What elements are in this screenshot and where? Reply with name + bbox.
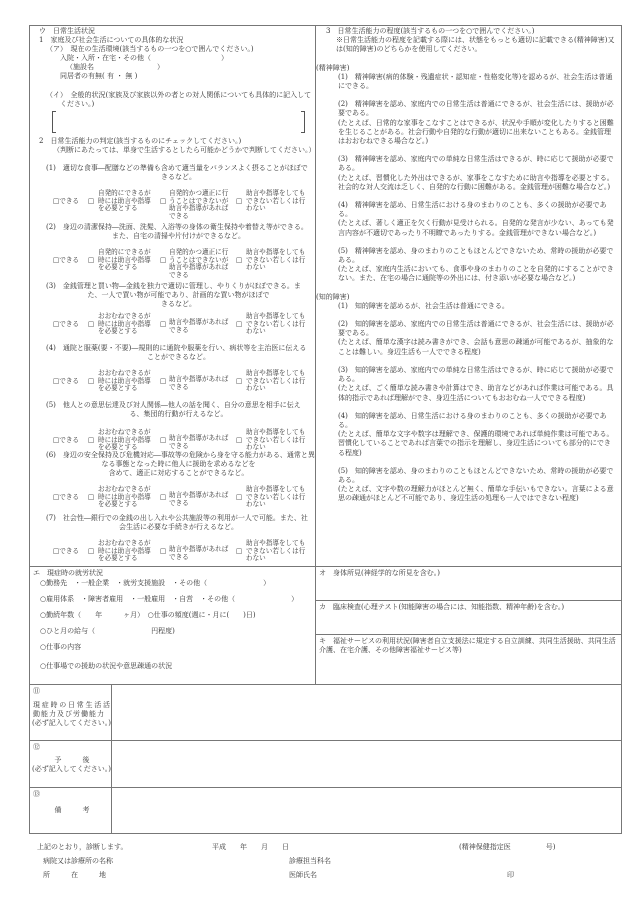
- diagnosis-statement: 上記のとおり，診断します。: [37, 843, 128, 851]
- option-2-label: 自発的にできるが時には助言や指導を必要とする: [98, 189, 151, 213]
- checkbox-icon[interactable]: □: [236, 256, 243, 264]
- section-3-note: ※日常生活能力の程度を記載する際には、状態をもっとも適切に記載できる(精神障害)又は(知的障害)のどちらかを使用してください。: [336, 36, 615, 54]
- checkbox-icon[interactable]: □: [160, 377, 167, 385]
- ability-item-title-cont: また、自宅の清掃や片付けができるなど。: [112, 232, 245, 241]
- ability-item-title: (1) 適切な食事―配膳などの準備も含めて適当量をバランスよく摂ることがほぼで: [46, 164, 308, 172]
- option-can-checkbox[interactable]: □できる: [53, 547, 80, 555]
- row-label-cell: [29, 684, 112, 741]
- option-3-label: 助言や指導があればできる: [169, 545, 229, 561]
- option-4-label: 助言や指導をしてもできない若しくは行わない: [246, 485, 306, 509]
- section-u-heading: ウ 日常生活状況: [39, 27, 95, 35]
- level-option-text: (5) 精神障害を認め、身のまわりのこともほとんどできないため、常時の援助が必要である。 (たとえば、家庭内生活においても、食事や身のまわりのことを自発的にすることができない。また、在宅の場合に通院等の外出には、付き添いが必要な場合など。): [338, 246, 614, 283]
- general-status-label: （イ） 全般的状況(家族及び家族以外の者との対人関係についても具体的に記入して: [46, 91, 312, 99]
- workplace-support-field[interactable]: ○仕事場での援助の状況や意思疎通の状況: [40, 662, 173, 670]
- option-2-label: おおむねできるが時には助言や指導を必要とする: [98, 539, 151, 563]
- physical-findings-label: オ 身体所見(神経学的な所見を含む。): [319, 569, 440, 577]
- checkbox-icon[interactable]: □: [88, 256, 95, 264]
- level-option-text: (3) 知的障害を認め、家庭内での単純な日常生活はできるが、時に応じて援助が必要である。 (たとえば、ごく簡単な読み書きや計算はでき、助言などがあれば作業は可能である。具体的指示であれば理解ができ、身辺生活についてもおおむね一人でできる程度): [338, 365, 614, 402]
- level-option-text: (2) 知的障害を認め、家庭内での日常生活は普通にできるが、社会生活には、援助が必要である。 (たとえば、簡単な漢字は読み書きができ、会話も意思の疎通が可能であるが、抽象的なことは難しい。身辺生活も一人でできる程度): [338, 320, 614, 356]
- job-content-field[interactable]: ○仕事の内容: [40, 643, 82, 651]
- checkbox-icon[interactable]: □: [236, 493, 243, 501]
- checkbox-icon[interactable]: □: [88, 436, 95, 444]
- row-input-cell[interactable]: [111, 787, 622, 834]
- level-option-text: (1) 精神障害(病的体験・残遺症状・認知症・性格変化等)を認めるが、社会生活は普通にできる。: [338, 72, 613, 91]
- ability-options: [50, 190, 312, 220]
- option-4-label: 助言や指導をしてもできない若しくは行わない: [246, 189, 306, 213]
- option-2-label: おおむねできるが時には助言や指導を必要とする: [98, 369, 151, 393]
- option-4-label: 助言や指導をしてもできない若しくは行わない: [246, 428, 306, 452]
- row-number: ⑬: [33, 790, 40, 798]
- option-2-label: おおむねできるが時には助言や指導を必要とする: [98, 312, 151, 336]
- mental-level-option[interactable]: [338, 73, 616, 91]
- option-3-label: 助言や指導があればできる: [169, 375, 229, 391]
- option-can-checkbox[interactable]: □できる: [53, 493, 80, 501]
- checkbox-icon[interactable]: □: [236, 547, 243, 555]
- ability-options: [50, 486, 312, 516]
- row-note: (必ず記入してください。): [32, 719, 111, 727]
- checkbox-icon[interactable]: □: [88, 320, 95, 328]
- option-2-label: おおむねできるが時には助言や指導を必要とする: [98, 485, 151, 509]
- intellect-level-option[interactable]: [338, 467, 616, 504]
- ability-item-title: (5) 他人との意思伝達及び対人関係―他人の話を聞く、自分の意思を相手に伝え: [46, 401, 301, 409]
- cohabitant-field[interactable]: 同居者の有無( 有 ・ 無 ): [60, 72, 138, 80]
- checkbox-icon[interactable]: □: [160, 320, 167, 328]
- level-option-text: (1) 知的障害を認めるが、社会生活は普通にできる。: [338, 301, 509, 310]
- row-label-cell: [29, 740, 112, 788]
- option-can-checkbox[interactable]: □できる: [53, 436, 80, 444]
- option-can-checkbox[interactable]: □できる: [53, 377, 80, 385]
- checkbox-icon[interactable]: □: [88, 547, 95, 555]
- intellect-level-option[interactable]: [338, 366, 616, 403]
- level-option-text: (4) 精神障害を認め、日常生活における身のまわりのことも、多くの援助が必要である。 (たとえば、著しく適正を欠く行動が見受けられる。自発的な発言が少ない、あっても発言内容が不適切であったり不明瞭であったりする。金銭管理ができない場合など。): [338, 201, 614, 237]
- checkbox-icon[interactable]: □: [88, 377, 95, 385]
- ability-item: [46, 344, 311, 362]
- checkbox-icon[interactable]: □: [160, 256, 167, 264]
- intellect-level-option[interactable]: [338, 412, 616, 458]
- mental-heading: (精神障害): [316, 63, 350, 72]
- ability-item-title-cont: きるなど。: [161, 173, 196, 182]
- level-option-text: (5) 知的障害を認め、身のまわりのこともほとんどできないため、常時の援助が必要である。 (たとえば、文字や数の理解力がほとんど無く、簡単な手伝いもできない。言葉による意思の疎通がほとんど不可能であり、身辺生活の処理も一人ではできない程度): [338, 466, 614, 503]
- ability-options: [50, 313, 312, 343]
- ability-item-title: (6) 身辺の安全保持及び危機対応―事故等の危険から身を守る能力がある、通常と異: [46, 451, 315, 459]
- section-2-heading: 2 日常生活能力の判定(該当するものにチェックしてください。): [39, 137, 242, 145]
- option-can-checkbox[interactable]: □できる: [53, 197, 80, 205]
- section-2-note: （判断にあたっては、単身で生活するとしたら可能かどうかで判断してください。）: [53, 146, 316, 154]
- level-option-text: (3) 精神障害を認め、家庭内での単純な日常生活はできるが、時に応じて援助が必要である。 (たとえば、習慣化した外出はできるが、家事をこなすために助言や指導を必要とする。社会的な対人交流は乏しく、自発的な行動に困難がある。金銭管理が困難な場合など。): [338, 155, 614, 191]
- ability-item: [46, 164, 311, 182]
- checkbox-icon[interactable]: □: [236, 377, 243, 385]
- ability-item-title-cont: た、一人で買い物が可能であり、計画的な買い物がほぼで: [87, 291, 270, 300]
- ability-options: [50, 540, 312, 570]
- section-3-heading: 3 日常生活能力の程度(該当するもの一つを○で囲んでください。): [326, 27, 535, 35]
- option-3-label: 助言や指導があればできる: [169, 318, 229, 334]
- row-label: 備 考: [54, 806, 90, 814]
- option-3-label: 助言や指導があればできる: [169, 491, 229, 507]
- level-option-text: (4) 知的障害を認め、日常生活における身のまわりのことも、多くの援助が必要である。 (たとえば、簡単な文字や数字は理解でき、保護的環境であれば単純作業は可能である。習慣化していることであれば言葉での指示を理解し、身辺生活についても部分的にできる程度): [338, 411, 614, 457]
- mental-level-option[interactable]: [338, 201, 616, 238]
- living-env-options[interactable]: 入院・入所・在宅・その他（ ）: [60, 54, 228, 62]
- work-status-heading: エ 現症時の就労状況: [33, 569, 103, 577]
- department-label: 診療担当科名: [289, 857, 331, 865]
- general-status-input[interactable]: [52, 111, 305, 136]
- ability-options: [50, 249, 312, 279]
- option-can-checkbox[interactable]: □できる: [53, 320, 80, 328]
- mental-level-option[interactable]: [338, 100, 616, 146]
- mental-level-option[interactable]: [338, 155, 616, 192]
- checkbox-icon[interactable]: □: [236, 320, 243, 328]
- mental-level-option[interactable]: [338, 247, 616, 284]
- tenure-field[interactable]: ○勤続年数（ 年 ヶ月） ○仕事の頻度(週に・月に( )日): [40, 611, 256, 619]
- welfare-services-label: キ 福祉サービスの利用状況(障害者自立支援法に規定する自立訓練、共同生活援助、共同生活介護、在宅介護、その他障害福祉サービス等): [319, 637, 616, 655]
- row-label-cell: [29, 787, 112, 834]
- ability-item-title-cont: る、集団的行動が行えるなど。: [129, 410, 228, 419]
- clinical-tests-label: カ 臨床検査(心理テスト(知能障害の場合には、知能指数、精神年齢)を含む。): [319, 603, 565, 611]
- ability-item-title-cont: きるなど。: [161, 300, 196, 309]
- address-label: 所 在 地: [43, 871, 106, 879]
- ability-item: [46, 514, 311, 532]
- checkbox-icon[interactable]: □: [236, 436, 243, 444]
- employer-field[interactable]: ○勤務先 ・一般企業 ・就労支援施設 ・その他（ ）: [40, 579, 271, 587]
- ability-item: [46, 223, 311, 241]
- option-2-label: 自発的にできるが時には助言や指導を必要とする: [98, 248, 151, 272]
- ability-item-title-cont: 含めて、適正に対応することができるなど。: [108, 469, 249, 478]
- hospital-name-label: 病院又は診療所の名称: [43, 857, 113, 865]
- ability-item-title-cont: ことができるなど。: [147, 353, 210, 362]
- row-number: ⑪: [33, 687, 40, 695]
- section-1-heading: 1 家庭及び社会生活についての具体的な状況: [39, 36, 184, 44]
- ability-options: [50, 370, 312, 400]
- option-3-label: 自発的かつ適正に行うことはできないが助言や指導があればできる: [169, 248, 229, 279]
- employment-type-field[interactable]: ○雇用体系 ・障害者雇用 ・一般雇用 ・自営 ・その他（ ）: [40, 595, 299, 603]
- option-2-label: おおむねできるが時には助言や指導を必要とする: [98, 428, 151, 452]
- section-3: [316, 27, 616, 513]
- ability-item-title-cont: なる事態となった時に他人に援助を求めるなどを: [101, 460, 256, 469]
- row-input-cell[interactable]: [111, 740, 622, 788]
- ability-item-title: (2) 身辺の清潔保持―洗面、洗髪、入浴等の身体の衛生保持や着替え等ができる。: [46, 223, 308, 231]
- option-4-label: 助言や指導をしてもできない若しくは行わない: [246, 312, 306, 336]
- row-label: 現症時の日常生活活動能力及び労働能力: [33, 701, 111, 719]
- ability-item-title: (7) 社会性―銀行での金銭の出し入れや公共施設等の利用が一人で可能。また、社: [46, 514, 308, 522]
- facility-name-field[interactable]: （施設名 ）: [66, 63, 164, 71]
- row-label: 予 後: [54, 756, 90, 764]
- designated-doctor-field[interactable]: (精神保健指定医 号): [459, 843, 556, 851]
- ability-item: [46, 282, 311, 310]
- checkbox-icon[interactable]: □: [160, 547, 167, 555]
- intellect-level-option[interactable]: [338, 302, 616, 311]
- row-note: (必ず記入してください。): [32, 765, 111, 773]
- level-option-text: (2) 精神障害を認め、家庭内での日常生活は普通にできるが、社会生活には、援助が必要である。 (たとえば、日常的な家事をこなすことはできるが、状況や手順が変化したりすると困難を生じることがある。社会行動や自発的な行動が適切に出来ないこともある。金銭管理はおおむねできる場合など。): [338, 100, 614, 146]
- living-env-label: （ア） 現在の生活環境(該当するもの一つを○で囲んでください。): [46, 45, 254, 53]
- row-input-cell[interactable]: [111, 684, 622, 741]
- intellect-heading: (知的障害): [316, 292, 350, 301]
- checkbox-icon[interactable]: □: [236, 197, 243, 205]
- checkbox-icon[interactable]: □: [88, 493, 95, 501]
- option-can-checkbox[interactable]: □できる: [53, 256, 80, 264]
- general-status-label-2: ください。): [60, 100, 95, 108]
- option-4-label: 助言や指導をしてもできない若しくは行わない: [246, 539, 306, 563]
- seal-mark: 印: [507, 871, 514, 879]
- ability-item: [46, 401, 311, 419]
- ability-item: [46, 451, 315, 479]
- checkbox-icon[interactable]: □: [160, 436, 167, 444]
- option-4-label: 助言や指導をしてもできない若しくは行わない: [246, 369, 306, 393]
- checkbox-icon[interactable]: □: [160, 197, 167, 205]
- ability-item-title: (4) 通院と服薬(要・不要)―規則的に通院や服薬を行い、病状等を主治医に伝える: [46, 344, 307, 352]
- row-number: ⑫: [33, 743, 40, 751]
- ability-item-title: (3) 金銭管理と買い物―金銭を独力で適切に管理し、やりくりがほぼできる。ま: [46, 282, 301, 290]
- ability-item-title-cont: 会生活に必要な手続きが行えるなど。: [119, 523, 238, 532]
- doctor-name-label: 医師氏名: [289, 871, 317, 879]
- option-3-label: 助言や指導があればできる: [169, 434, 229, 450]
- salary-field[interactable]: ○ひと月の給与（ 円程度): [40, 627, 175, 635]
- checkbox-icon[interactable]: □: [160, 493, 167, 501]
- option-4-label: 助言や指導をしてもできない若しくは行わない: [246, 248, 306, 272]
- option-3-label: 自発的かつ適正に行うことはできないが助言や指導があればできる: [169, 189, 229, 220]
- date-field[interactable]: 平成 年 月 日: [212, 843, 289, 851]
- checkbox-icon[interactable]: □: [88, 197, 95, 205]
- intellect-level-option[interactable]: [338, 320, 616, 357]
